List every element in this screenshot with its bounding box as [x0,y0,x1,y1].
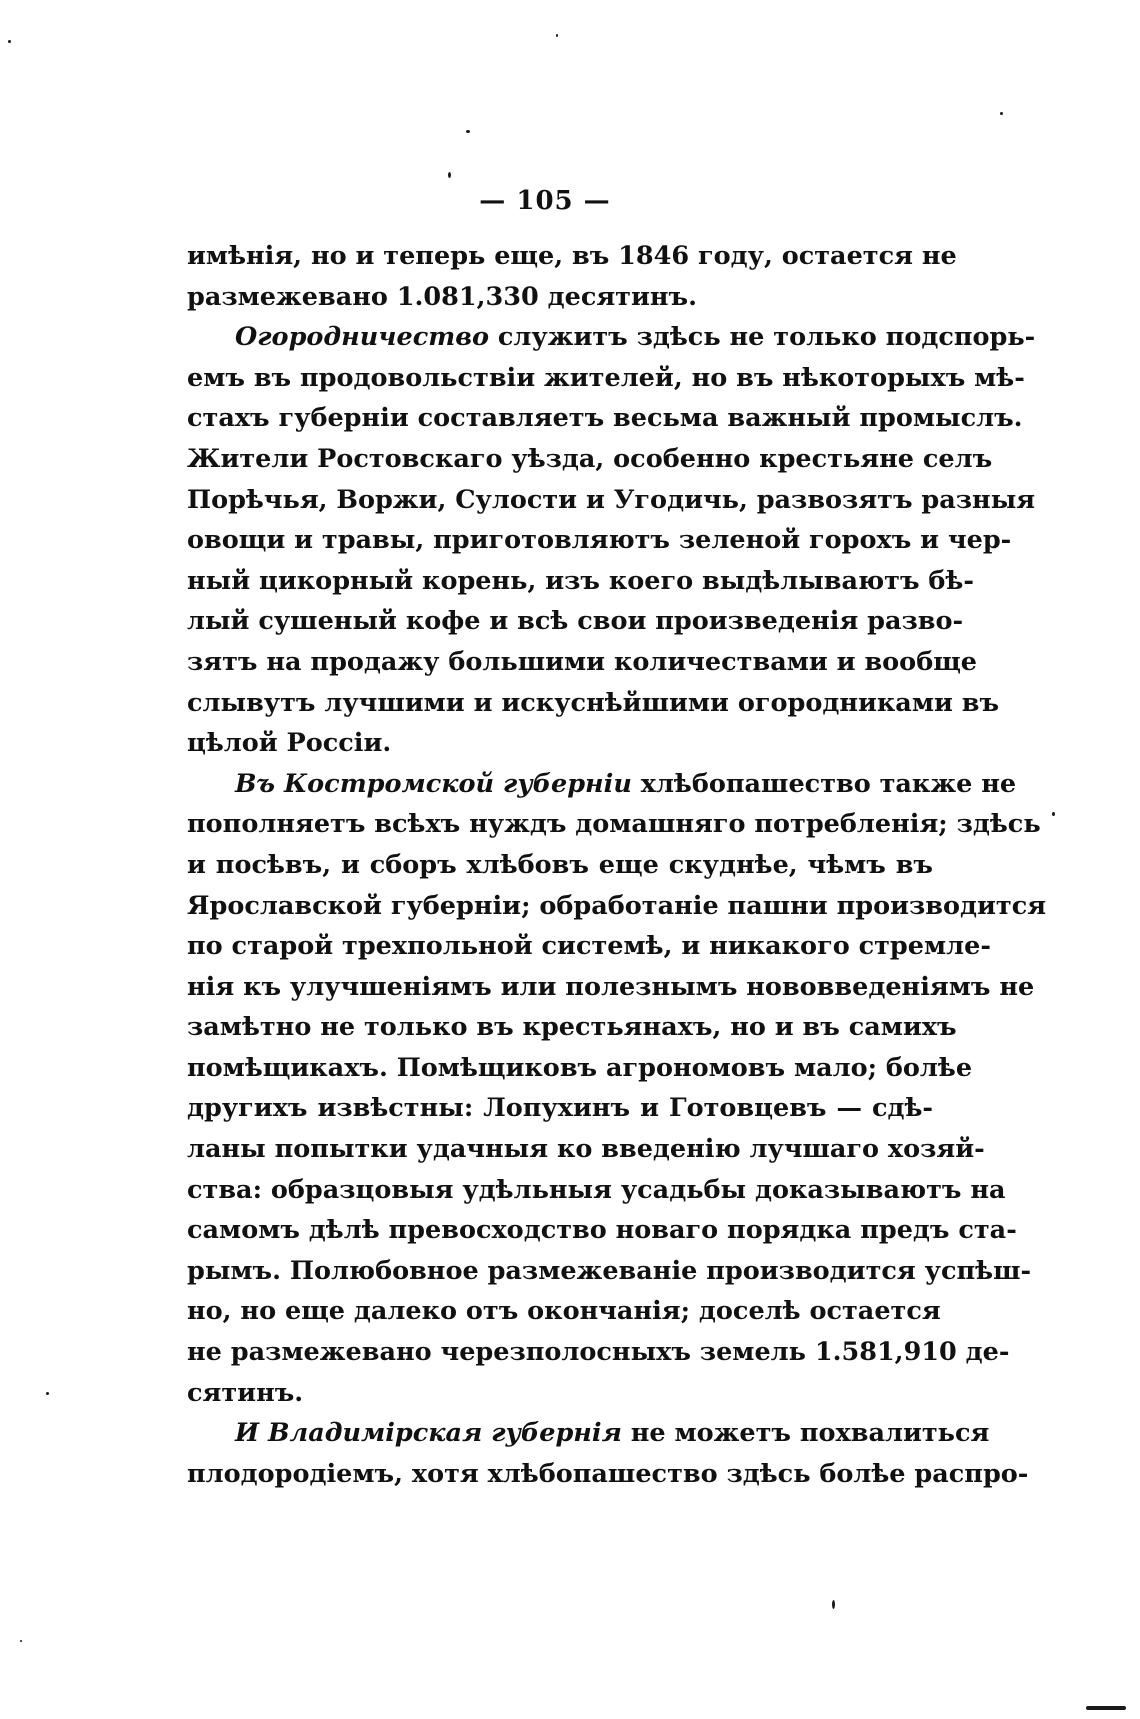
scan-speck [832,1600,835,1609]
scan-speck [20,1640,22,1642]
text-line: но, но еще далеко отъ окончанія; доселѣ остается [187,1296,941,1327]
emphasized-term: Въ Костромской губерніи [235,768,632,799]
text-line: ства: образцовыя удѣльныя усадьбы доказываютъ на [187,1174,1006,1205]
paragraph-start-line: Въ Костромской губерніи хлѣбопашество также не [235,768,1017,799]
text-line: плодородіемъ, хотя хлѣбопашество здѣсь болѣе распро- [187,1458,1029,1489]
text-line: не размежевано черезполосныхъ земель 1.581,910 де- [187,1337,1010,1368]
scan-speck [1052,812,1055,816]
text-line: нія къ улучшеніямъ или полезнымъ нововведеніямъ не [187,971,1035,1002]
text-line: цѣлой Россіи. [187,728,392,759]
scan-speck [46,1392,49,1395]
text-line: помѣщикахъ. Помѣщиковъ агрономовъ мало; болѣе [187,1052,973,1083]
text-line: размежевано 1.081,330 десятинъ. [187,281,697,312]
text-line: и посѣвъ, и сборъ хлѣбовъ еще скуднѣе, чѣмъ въ [187,849,933,880]
text-line: по старой трехпольной системѣ, и никакого стремле- [187,931,991,962]
text-line: ный цикорный корень, изъ коего выдѣлываютъ бѣ- [187,565,974,596]
text-line: сятинъ. [187,1377,304,1408]
text-line: замѣтно не только въ крестьянахъ, но и въ самихъ [187,1012,957,1043]
scan-speck [8,40,11,43]
text-line: зятъ на продажу большими количествами и вообще [187,646,978,677]
scan-speck [1086,1706,1126,1710]
scan-speck [466,130,470,133]
body-text [187,236,1047,1494]
text-line: Жители Ростовскаго уѣзда, особенно крестьяне селъ [187,443,993,474]
text-line: ланы попытки удачныя ко введенію лучшаго хозяй- [187,1134,985,1165]
scan-speck [556,34,558,37]
emphasized-term: И Владимірская губернія [235,1418,622,1449]
paragraph-start-line: И Владимірская губернія не можетъ похвалиться [235,1418,990,1449]
text-line: пополняетъ всѣхъ нуждъ домашняго потребленія; здѣсь [187,809,1041,840]
text-line: имѣнія, но и теперь еще, въ 1846 году, остается не [187,241,957,271]
paragraph-start-line: Огородничество служитъ здѣсь не только подспорь- [235,322,1036,353]
text-line: емъ въ продовольствіи жителей, но въ нѣкоторыхъ мѣ- [187,362,1025,393]
scan-speck [448,172,451,178]
emphasized-term: Огородничество [235,322,489,353]
text-line: рымъ. Полюбовное размежеваніе производится успѣш- [187,1255,1032,1286]
text-line: Порѣчья, Воржи, Сулости и Угодичь, развозятъ разныя [187,484,1036,515]
text-line: самомъ дѣлѣ превосходство новаго порядка предъ ста- [187,1215,1017,1246]
text-line: лый сушеный кофе и всѣ свои произведенія разво- [187,606,964,637]
text-line: слывутъ лучшими и искуснѣйшими огородниками въ [187,687,1000,718]
page-number: — 105 — [479,186,611,216]
text-line: другихъ извѣстны: Лопухинъ и Готовцевъ — сдѣ- [187,1093,933,1124]
text-line: овощи и травы, приготовляютъ зеленой горохъ и чер- [187,525,1012,556]
scan-speck [1000,112,1003,115]
text-line: Ярославской губерніи; обработаніе пашни производится [187,890,1047,921]
text-line: стахъ губерніи составляетъ весьма важный промыслъ. [187,403,1023,434]
